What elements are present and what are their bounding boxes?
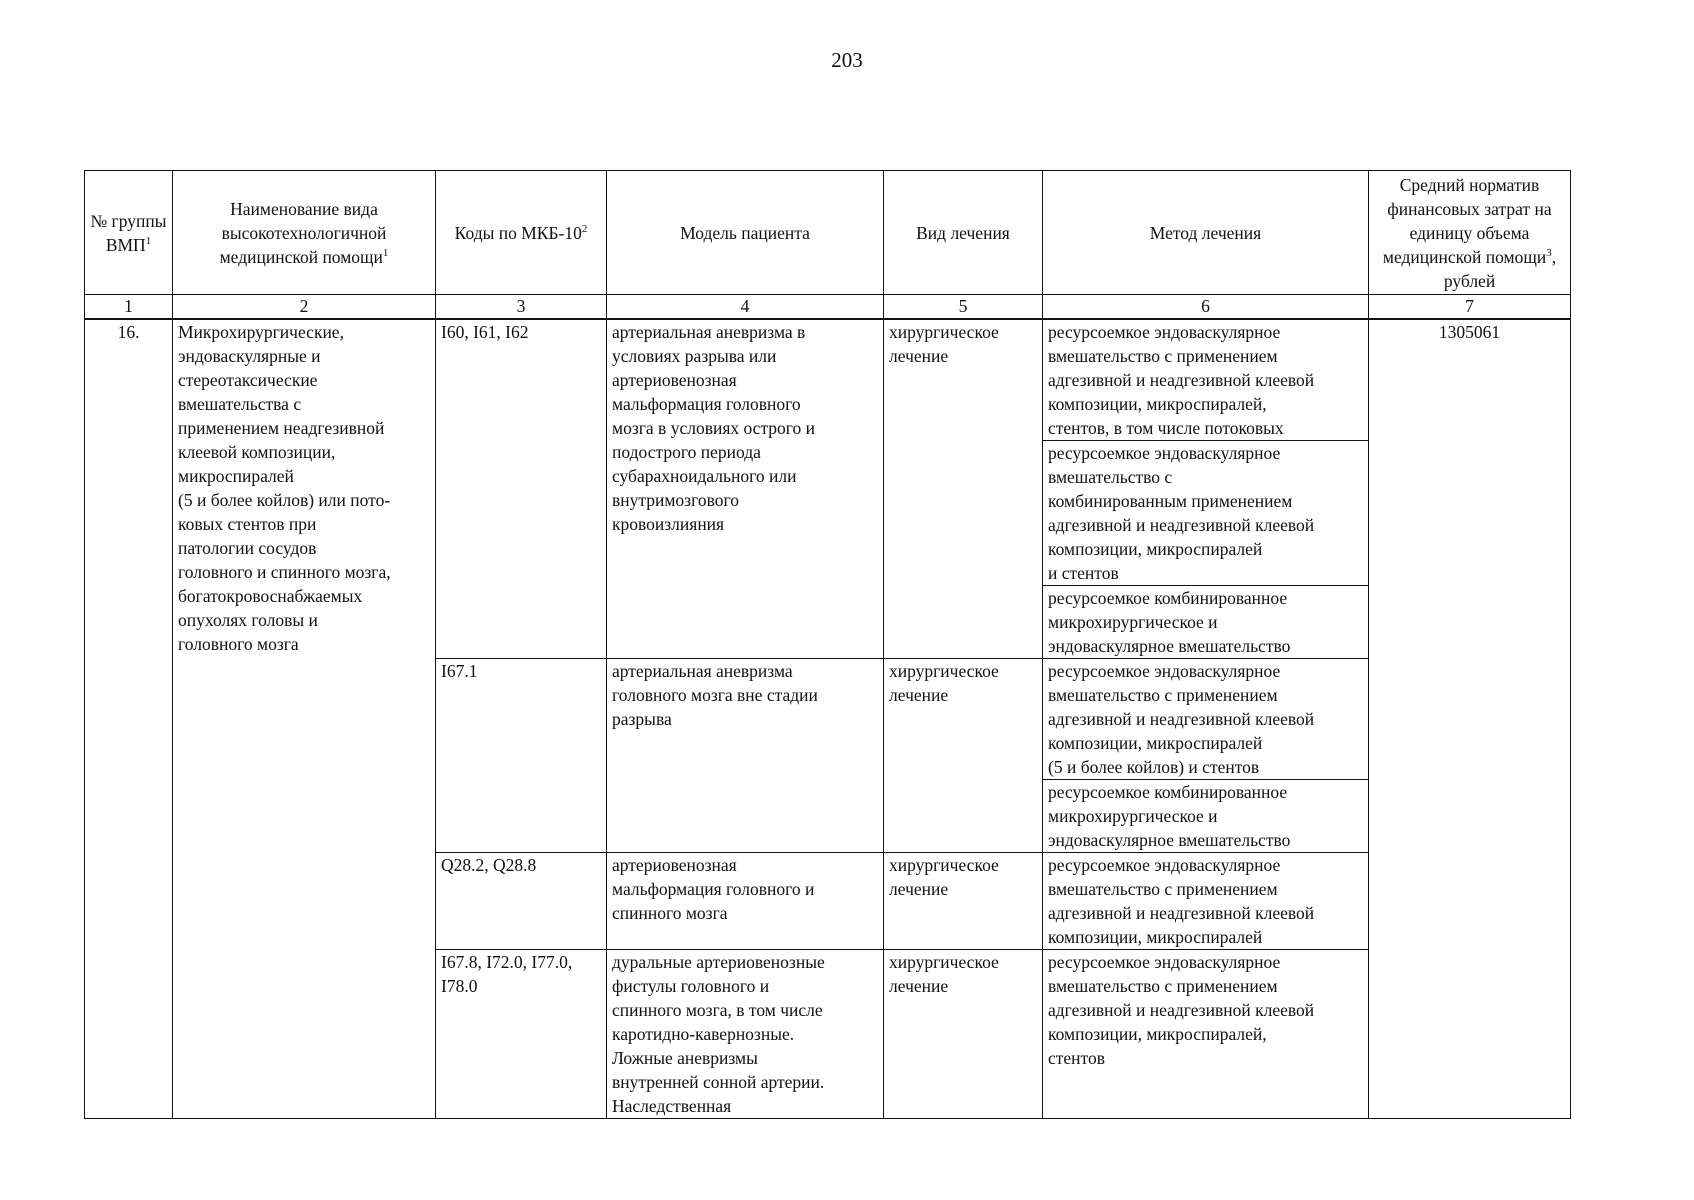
column-number: 6 (1043, 295, 1369, 320)
treatment-type: хирургическое лечение (884, 319, 1043, 659)
treatment-type: хирургическое лечение (884, 853, 1043, 950)
page-number: 203 (831, 48, 863, 72)
header-row (85, 171, 1571, 295)
table-row (85, 319, 1571, 441)
patient-model: дуральные артериовенозные фистулы головного и спинного мозга, в том числе каротидно-кавернозные. Ложные аневризмы внутренней сонной артерии. Наследственная (607, 950, 884, 1119)
header-group-number: № группы ВМП$^1$ (85, 171, 173, 295)
treatment-method: ресурсоемкое эндоваскулярное вмешательство с применением адгезивной и неадгезивной клеевой композиции, микроспиралей (5 и более койлов) и стентов (1043, 659, 1369, 780)
header-patient-model: Модель пациента (607, 171, 884, 295)
treatment-method: ресурсоемкое комбинированное микрохирургическое и эндоваскулярное вмешательство (1043, 586, 1369, 659)
vmp-table (84, 170, 1571, 1119)
patient-model: артериальная аневризма в условиях разрыва или артериовенозная мальформация головного мозга в условиях острого и подострого периода субарахноидального или внутримозгового кровоизлияния (607, 319, 884, 659)
care-type-name: Микрохирургические, эндоваскулярные и стереотаксические вмешательства с применением неадгезивной клеевой композиции, микроспиралей (5 и более койлов) или пото- ковых стентов при патологии сосудов головного и спинного мозга, богатокровоснабжаемых опухолях головы и головного мозга (173, 319, 436, 1119)
patient-model: артериальная аневризма головного мозга вне стадии разрыва (607, 659, 884, 853)
header-care-type: Наименование вида высокотехнологичной медицинской помощи$^1$ (173, 171, 436, 295)
icd-codes: Q28.2, Q28.8 (436, 853, 607, 950)
column-number: 4 (607, 295, 884, 320)
group-number: 16. (85, 319, 173, 1119)
treatment-method: ресурсоемкое эндоваскулярное вмешательство с применением адгезивной и неадгезивной клеевой композиции, микроспиралей, стентов, в том числе потоковых (1043, 319, 1369, 441)
treatment-method: ресурсоемкое комбинированное микрохирургическое и эндоваскулярное вмешательство (1043, 780, 1369, 853)
column-number: 2 (173, 295, 436, 320)
column-numbers-row (85, 295, 1571, 320)
treatment-method: ресурсоемкое эндоваскулярное вмешательство с применением адгезивной и неадгезивной клеевой композиции, микроспиралей, стентов (1043, 950, 1369, 1119)
patient-model: артериовенозная мальформация головного и спинного мозга (607, 853, 884, 950)
header-cost-norm: Средний норматив финансовых затрат на единицу объема медицинской помощи$^3$, рублей (1369, 171, 1571, 295)
column-number: 3 (436, 295, 607, 320)
treatment-type: хирургическое лечение (884, 950, 1043, 1119)
treatment-type: хирургическое лечение (884, 659, 1043, 853)
header-treatment-type: Вид лечения (884, 171, 1043, 295)
header-icd-codes: Коды по МКБ-$10^2$ (436, 171, 607, 295)
icd-codes: I67.8, I72.0, I77.0, I78.0 (436, 950, 607, 1119)
icd-codes: I60, I61, I62 (436, 319, 607, 659)
cost-norm: 1305061 (1369, 319, 1571, 1119)
column-number: 5 (884, 295, 1043, 320)
icd-codes: I67.1 (436, 659, 607, 853)
column-number: 1 (85, 295, 173, 320)
treatment-method: ресурсоемкое эндоваскулярное вмешательство с комбинированным применением адгезивной и неадгезивной клеевой композиции, микроспиралей и стентов (1043, 441, 1369, 586)
column-number: 7 (1369, 295, 1571, 320)
header-treatment-method: Метод лечения (1043, 171, 1369, 295)
treatment-method: ресурсоемкое эндоваскулярное вмешательство с применением адгезивной и неадгезивной клеевой композиции, микроспиралей (1043, 853, 1369, 950)
